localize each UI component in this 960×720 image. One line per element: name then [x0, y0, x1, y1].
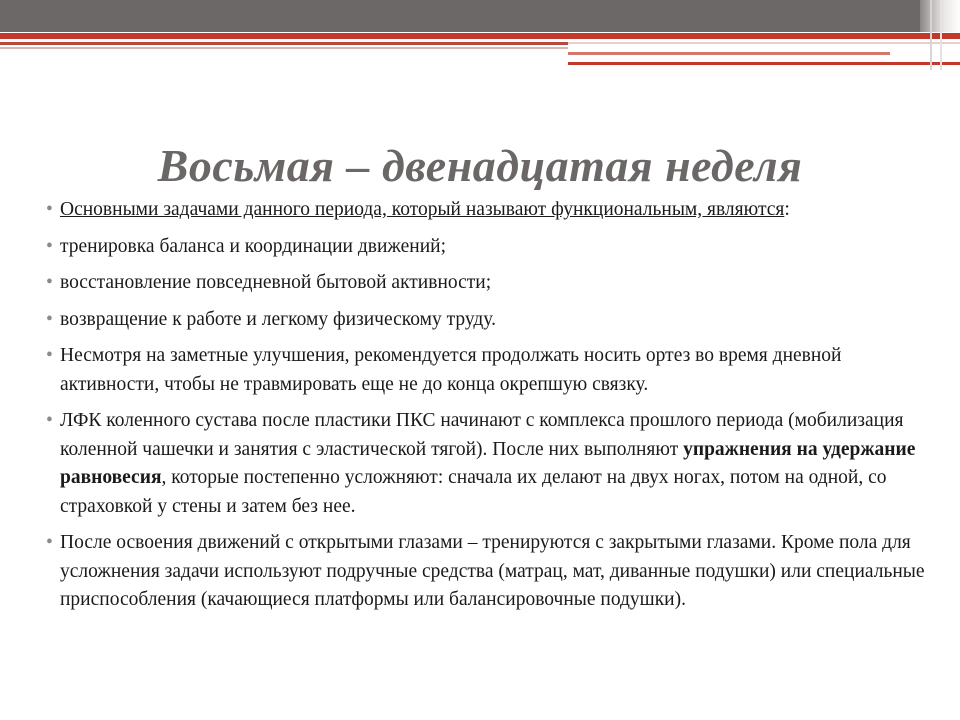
bullet-text: Несмотря на заметные улучшения, рекомендуется продолжать носить ортез во время дневной активности, чтобы не травмировать еще не до конца окрепшую связку.: [60, 345, 842, 395]
bullet-text: :: [784, 199, 790, 220]
accent-stripe: [0, 33, 960, 39]
list-item: [46, 529, 926, 615]
decorative-line: [940, 0, 942, 70]
bullet-text: ЛФК коленного сустава после пластики ПКС начинают с комплекса прошлого периода (мобилизация коленной чашечки и занятия с эластической тягой). После них выполняют: [60, 410, 904, 460]
accent-stripe: [0, 47, 568, 49]
bullet-dot: •: [46, 199, 53, 220]
decorative-line: [930, 0, 932, 70]
accent-stripe: [0, 42, 568, 45]
bullet-dot: •: [46, 345, 53, 366]
slide-title: Восьмая – двенадцатая неделя: [157, 139, 803, 191]
list-item: [46, 196, 926, 225]
header-bar: [0, 0, 960, 32]
bullet-dot: •: [46, 272, 53, 293]
bullet-dot: •: [46, 410, 53, 431]
bullet-bold-text: упражнения на удержание равновесия: [60, 438, 916, 488]
bullet-text: После освоения движений с открытыми глазами – тренируются с закрытыми глазами. Кроме пола для усложнения задачи используют подручные средства (матрац, мат, диванные подушки) или специальные приспособления (качающиеся платформы или балансировочные подушки).: [60, 532, 925, 610]
list-item: [46, 342, 926, 399]
accent-stripe: [568, 42, 960, 44]
bullet-text: тренировка баланса и координации движений;: [60, 235, 447, 257]
accent-stripe: [568, 62, 960, 65]
bullet-dot: •: [46, 235, 53, 257]
list-item: [46, 407, 926, 521]
bullet-underlined-text: Основными задачами данного периода, который называют функциональным, являются: [60, 199, 785, 220]
bullet-dot: •: [46, 532, 53, 553]
list-item: [46, 306, 926, 335]
bullet-text: , которые постепенно усложняют: сначала их делают на двух ногах, потом на одной, со страховкой у стены и затем без нее.: [60, 467, 887, 517]
bullet-dot: •: [46, 308, 53, 330]
accent-stripe: [568, 52, 890, 55]
bullet-text: возвращение к работе и легкому физическому труду.: [60, 308, 496, 330]
list-item: [46, 233, 926, 262]
bullet-list: [46, 196, 926, 623]
bullet-text: восстановление повседневной бытовой активности;: [60, 272, 492, 293]
list-item: [46, 269, 926, 298]
